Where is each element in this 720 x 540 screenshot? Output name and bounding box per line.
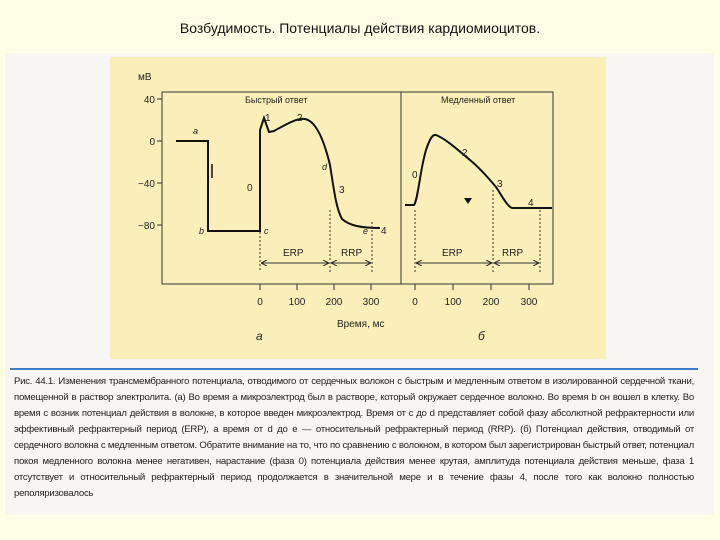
y-axis xyxy=(138,95,162,232)
panel-letter-b: б xyxy=(478,329,485,343)
y-tick-label: −40 xyxy=(138,179,155,190)
x-tick-label: 300 xyxy=(520,297,538,308)
y-tick-label: 0 xyxy=(149,137,155,148)
x-tick-label: 200 xyxy=(325,297,343,308)
phase-label: 3 xyxy=(497,179,503,190)
x-axis-label: Время, мс xyxy=(337,319,385,330)
caption-divider xyxy=(10,368,698,370)
y-tick-label: 40 xyxy=(143,95,155,106)
x-tick-label: 100 xyxy=(444,297,462,308)
fast-refractory-periods xyxy=(260,210,372,272)
y-unit-label: мВ xyxy=(138,72,152,83)
phase-label: 0 xyxy=(247,183,253,194)
right-panel-frame xyxy=(401,92,553,284)
erp-label: ERP xyxy=(283,248,304,259)
phase-label: 4 xyxy=(381,226,387,237)
phase-label: 0 xyxy=(412,170,418,181)
left-panel-frame xyxy=(162,92,401,284)
fast-response-heading: Быстрый ответ xyxy=(245,95,308,105)
phase-label: 2 xyxy=(297,113,303,124)
slide-title: Возбудимость. Потенциалы действия кардиомиоцитов. xyxy=(179,20,541,36)
x-tick-label: 0 xyxy=(257,297,263,308)
x-tick-label: 100 xyxy=(288,297,306,308)
rrp-label: RRP xyxy=(341,248,363,259)
rrp-label: RRP xyxy=(502,248,524,259)
phase-label: 4 xyxy=(528,198,534,209)
phase-label: 2 xyxy=(462,148,468,159)
point-b-label: b xyxy=(199,226,205,236)
figure-caption: Рис. 44.1. Изменения трансмембранного потенциала, отводимого от сердечных волокон с быстрым и медленным ответом в изолированной сердечной ткани, помещенной в раствор электролита. (а) Во время а микроэлектрод был в растворе, который окружает сердечное волокно. Во время b он вошел в клетку. Во время с возник потенциал действия в волокне, в которое введен микроэлектрод. Время от с до d представляет собой фазу абсолютной рефрактерности или эффективный рефрактерный период (ERP), а время от d до е — относительный рефрактерный период (RRP). (б) Потенциал действия, отводимый от сердечного волокна с медленным ответом. Обратите внимание на то, что по сравнению с волокном, в котором был зарегистрирован быстрый ответ, потенциал покоя медленного волокна менее негативен, нарастание (фаза 0) потенциала действия менее крутая, амплитуда потенциала действия меньше, фаза 1 отсутствует и относительный рефрактерный период продолжается в значительной мере и в течение фазы 4, после того как волокно полностью реполяризовалось xyxy=(14,376,694,499)
x-tick-label: 300 xyxy=(362,297,380,308)
phase-label: 3 xyxy=(339,185,345,196)
cursor-mark-icon xyxy=(464,198,472,204)
point-d-label: d xyxy=(322,162,328,172)
x-tick-label: 200 xyxy=(482,297,500,308)
slow-refractory-periods xyxy=(415,190,540,272)
fast-response-curve xyxy=(176,118,380,231)
slow-response-heading: Медленный ответ xyxy=(441,95,516,105)
point-e-label: e xyxy=(363,226,369,236)
y-tick-label: −80 xyxy=(138,221,155,232)
x-tick-label: 0 xyxy=(412,297,418,308)
point-a-label: a xyxy=(193,126,199,136)
phase-label: 1 xyxy=(265,113,271,124)
panel-letter-a: а xyxy=(256,329,263,343)
fast-x-axis xyxy=(257,284,380,308)
erp-label: ERP xyxy=(442,248,463,259)
point-c-label: c xyxy=(264,226,269,236)
slow-x-axis xyxy=(412,284,538,308)
